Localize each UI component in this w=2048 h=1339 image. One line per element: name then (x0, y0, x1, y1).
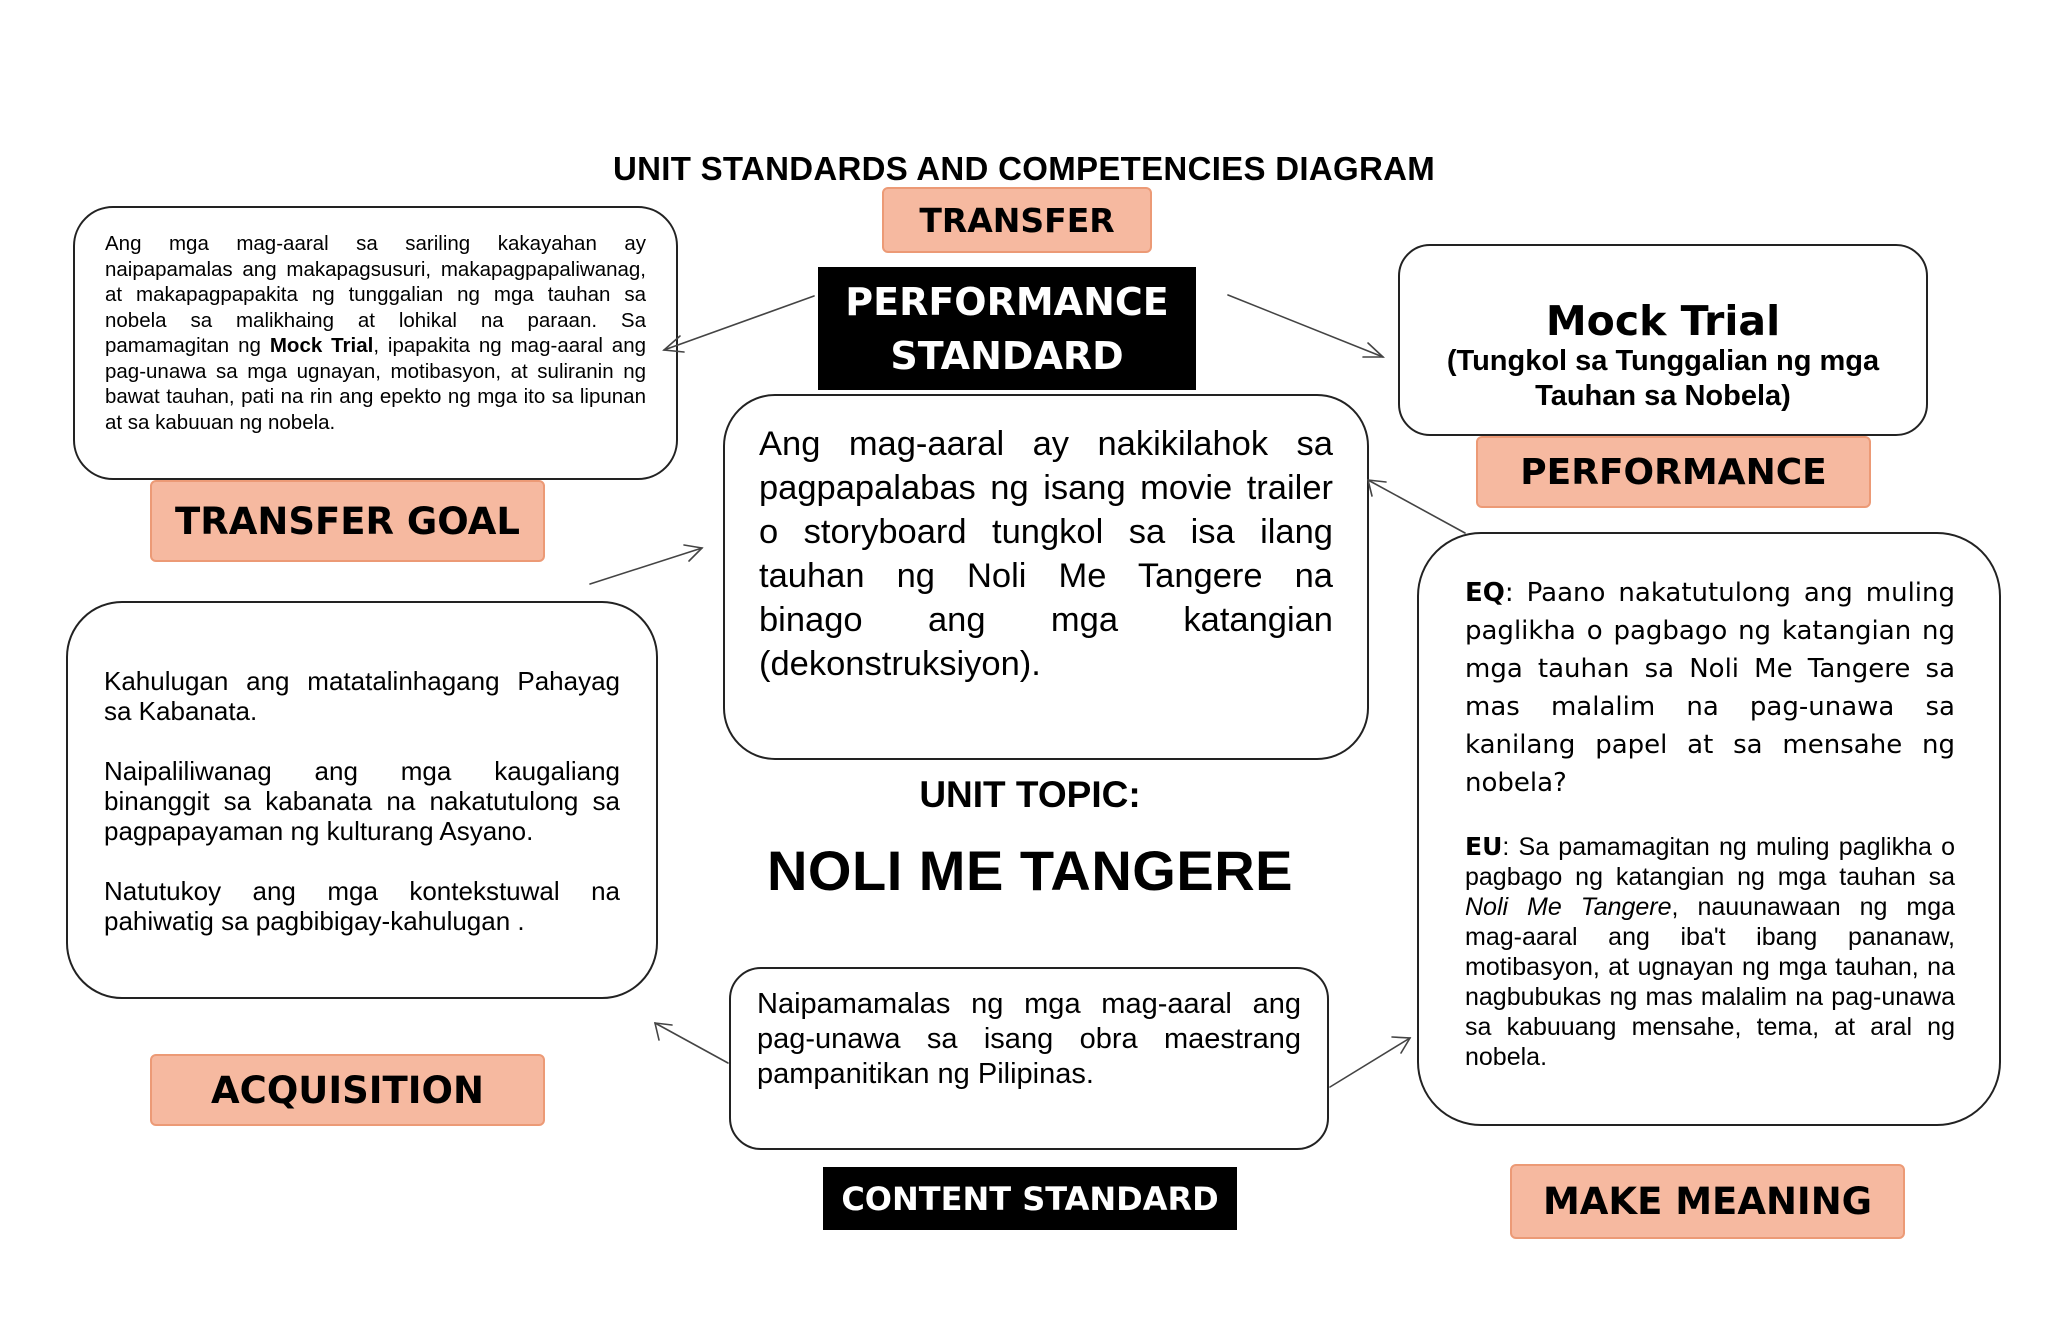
mock-trial-title: Mock Trial (1545, 297, 1781, 345)
performance-standard-line1: PERFORMANCE (845, 279, 1169, 324)
transfer-goal-label: TRANSFER GOAL (150, 480, 545, 562)
eq-text: : Paano nakatutulong ang muling paglikha o pagbago ng katangian ng mga tauhan sa Noli Me Tangere sa mas malalim na pag-unawa sa kanilang papel at sa mensahe ng nobela? (1465, 578, 1955, 798)
mock-trial-subtitle: (Tungkol sa Tunggalian ng mga Tauhan sa Nobela) (1446, 345, 1880, 412)
performance-standard-line2: STANDARD (890, 333, 1124, 378)
transfer-goal-text-2: , ipapakita ng mag-aaral ang pag-unawa sa mga ugnayan, motibasyon, at suliranin ng bawat tauhan, pati na rin ang epekto ng mga ito sa lipunan at sa kabuuan ng nobela. (105, 334, 647, 434)
arrow-from-make-meaning (1368, 480, 1465, 533)
performance-label: PERFORMANCE (1476, 436, 1871, 508)
transfer-goal-bold: Mock Trial (269, 334, 374, 357)
arrow-to-transfer-goal (664, 296, 814, 352)
acquisition-label: ACQUISITION (150, 1054, 545, 1126)
acquisition-item-3: Natutukoy ang mga kontekstuwal na pahiwatig sa pagbibigay-kahulugan . (104, 876, 620, 936)
eu-label: EU (1465, 832, 1503, 861)
arrow-to-mock-trial (1228, 295, 1383, 357)
acquisition-item-1: Kahulugan ang matatalinhagang Pahayag sa Kabanata. (104, 666, 620, 726)
unit-topic-label: UNIT TOPIC: (919, 774, 1141, 815)
content-standard-label: CONTENT STANDARD (823, 1167, 1237, 1230)
eu-text-1: : Sa pamamagitan ng muling paglikha o pagbago ng katangian ng mga tauhan sa (1465, 833, 1955, 891)
diagram-title: UNIT STANDARDS AND COMPETENCIES DIAGRAM (612, 150, 1436, 187)
acquisition-item-2: Naipaliliwanag ang mga kaugaliang binanggit sa kabanata na nakatutulong sa pagpapayaman ng kulturang Asyano. (104, 756, 620, 846)
unit-topic-name: NOLI ME TANGERE (766, 839, 1294, 902)
transfer-goal-text-1: Ang mga mag-aaral sa sariling kakayahan ay naipapamalas ang makapagsusuri, makapagpapaliwanag, at makapagpapakita ng tunggalian ng mga tauhan sa nobela sa malikhaing at lohikal na paraan. Sa pamamagitan ng (105, 232, 646, 357)
performance-standard-box: Ang mag-aaral ay nakikilahok sa pagpapalabas ng isang movie trailer o storyboard tungkol sa isa ilang tauhan ng Noli Me Tangere na binago ang mga katangian (dekonstruksiyon). (723, 394, 1369, 760)
arrow-to-make-meaning (1330, 1037, 1410, 1087)
eq-label: EQ (1465, 578, 1505, 608)
make-meaning-label: MAKE MEANING (1510, 1164, 1905, 1239)
arrow-from-acquisition (590, 545, 702, 584)
content-standard-box: Naipamamalas ng mga mag-aaral ang pag-unawa sa isang obra maestrang pampanitikan ng Pilipinas. (729, 967, 1329, 1150)
eu-italic: Noli Me Tangere (1465, 893, 1672, 921)
arrow-to-acquisition (655, 1023, 728, 1063)
eu-text-2: , nauunawaan ng mga mag-aaral ang iba't ibang pananaw, motibasyon, at ugnayan ng mga tauhan, na nagbubukas ng mas malalim na pag-unawa sa kabuuang mensahe, tema, at aral ng nobela. (1465, 893, 1955, 1071)
transfer-label: TRANSFER (882, 187, 1152, 253)
